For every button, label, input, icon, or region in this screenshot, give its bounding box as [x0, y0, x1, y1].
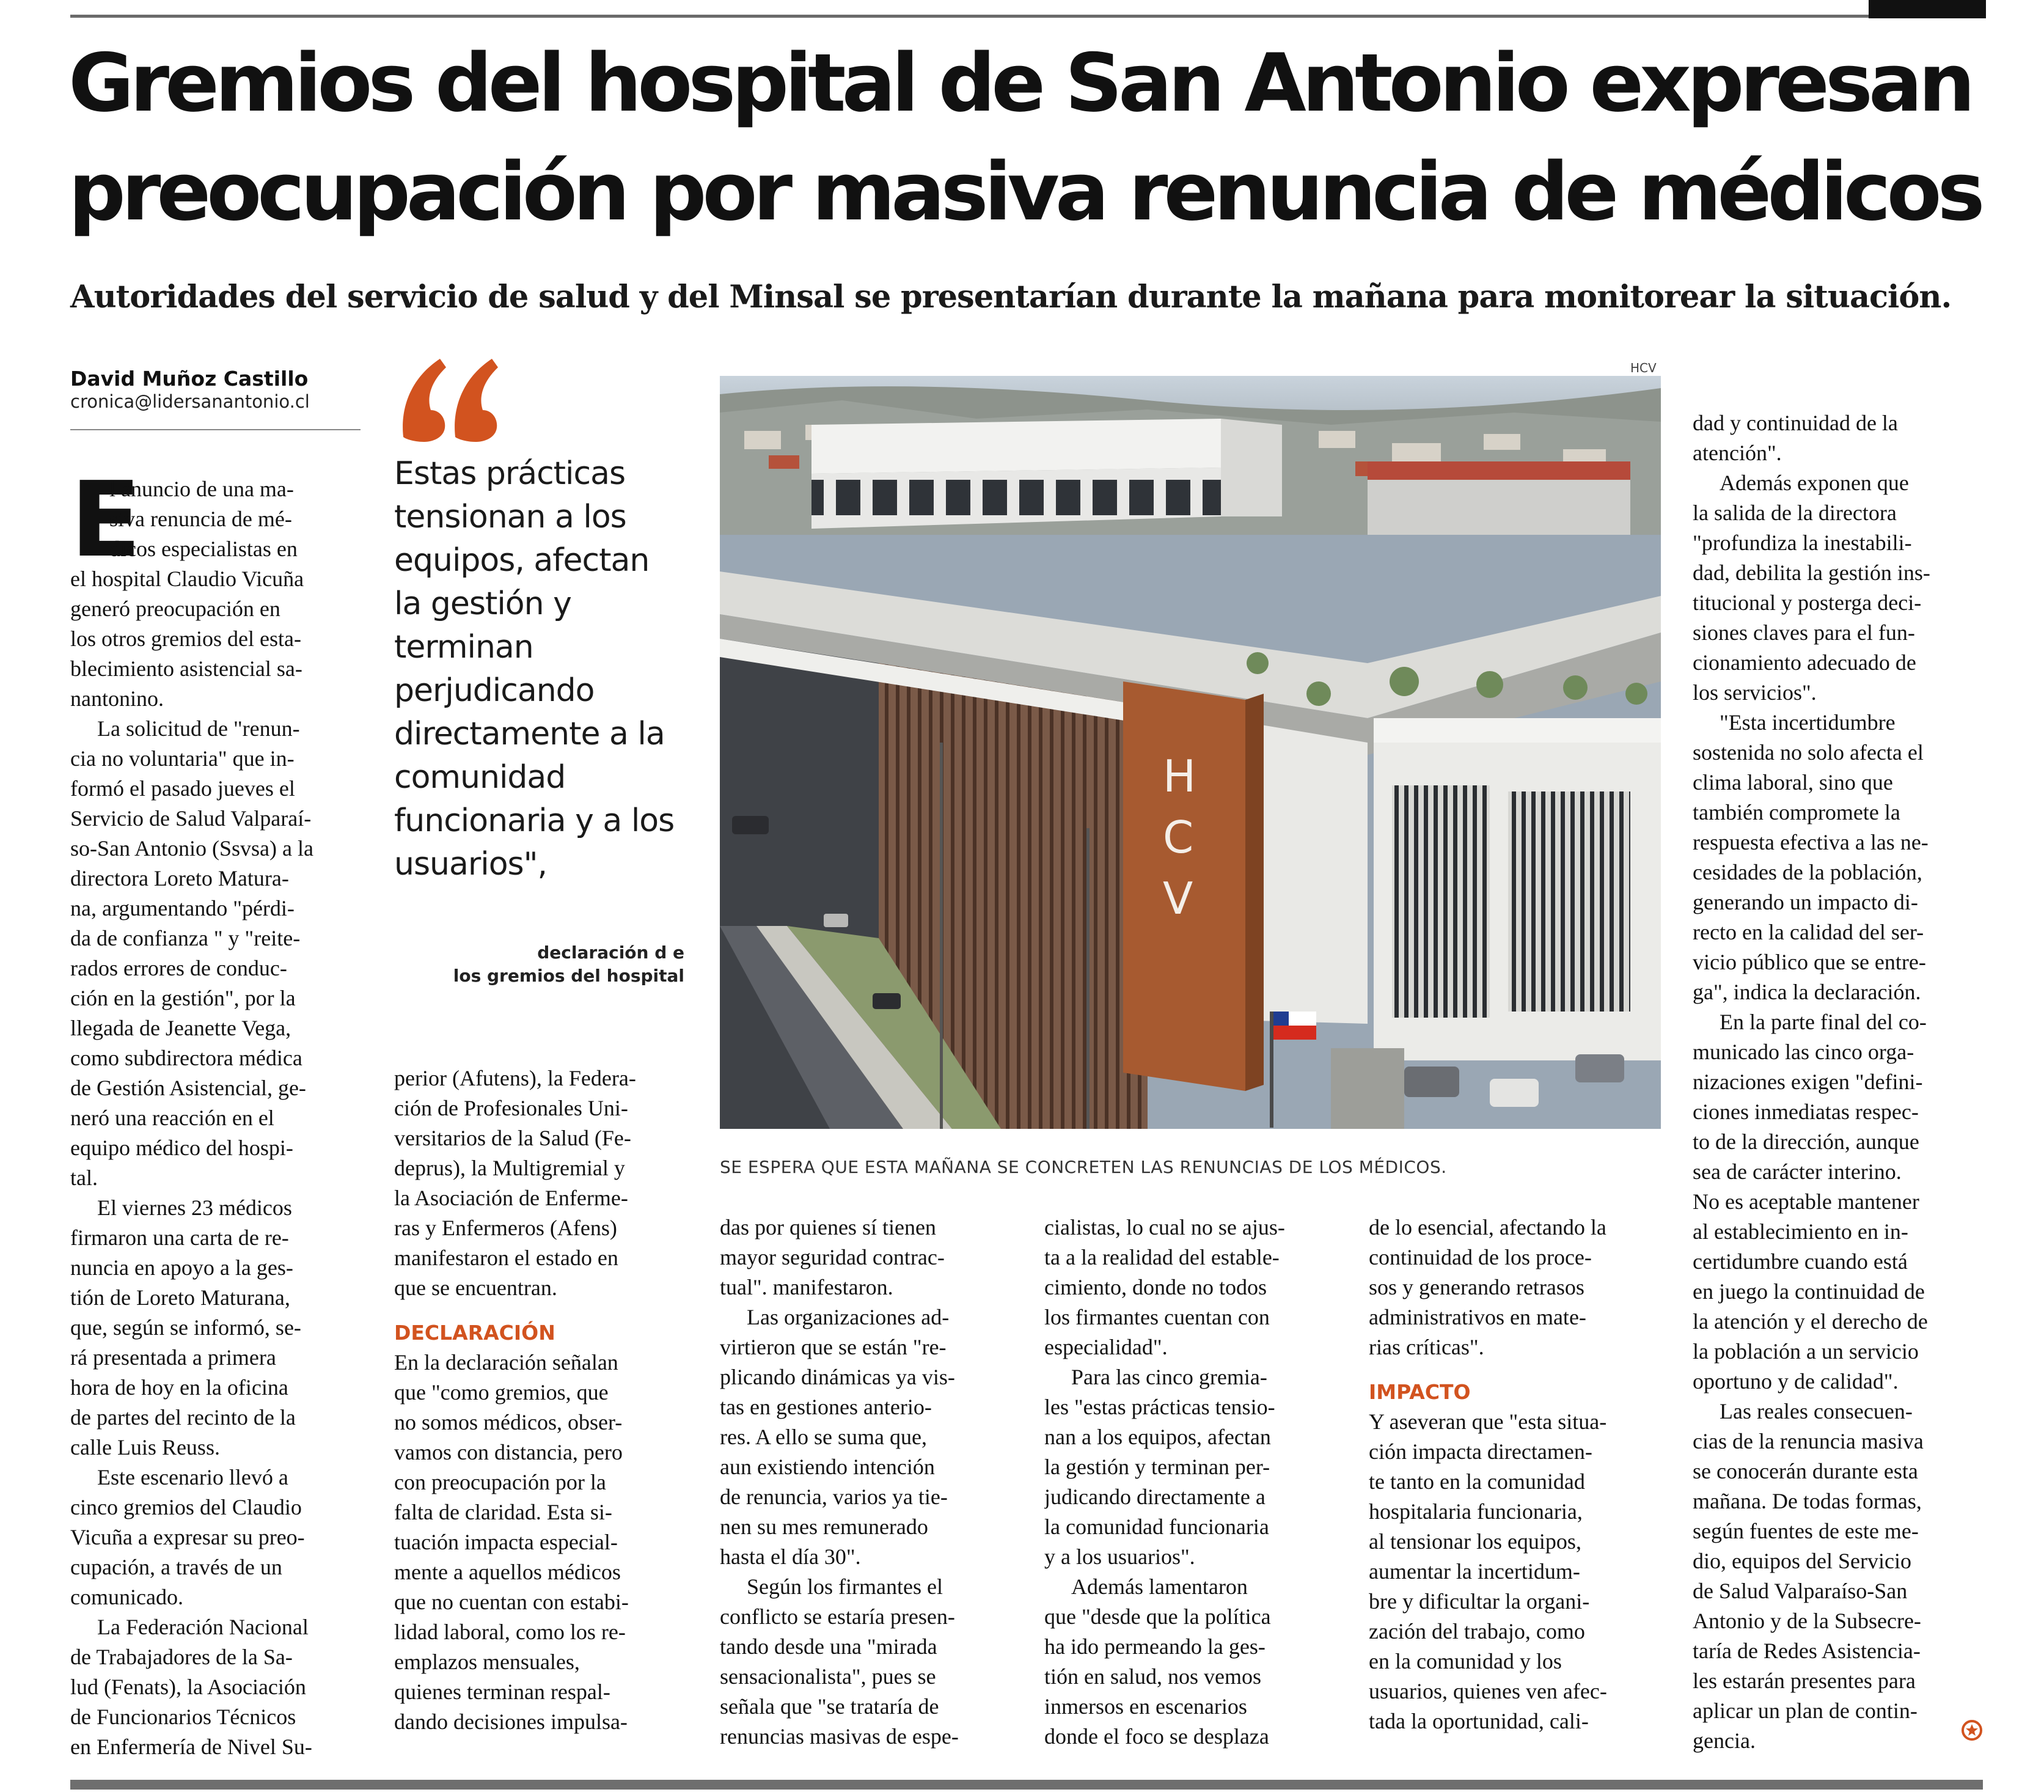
text-line: nen su mes remunerado [720, 1515, 928, 1539]
text-line: respuesta efectiva a las ne- [1693, 830, 1929, 854]
quote-mark-icon [397, 351, 501, 443]
pull-quote-line: tensionan a los [394, 499, 626, 535]
article-column-6 [1693, 408, 1983, 1756]
photo-credit: HCV [1630, 361, 1657, 375]
text-line: la Asociación de Enferme- [394, 1186, 628, 1210]
pull-quote-line: usuarios", [394, 846, 548, 883]
text-line: los firmantes cuentan con [1044, 1305, 1270, 1329]
byline-rule [70, 429, 361, 430]
text-line: directora Loreto Matura- [70, 866, 289, 890]
photo-caption: SE ESPERA QUE ESTA MAÑANA SE CONCRETEN LAS RENUNCIAS DE LOS MÉDICOS. [720, 1157, 1447, 1177]
text-line: de Gestión Asistencial, ge- [70, 1076, 306, 1100]
text-line: ha ido permeando la ges- [1044, 1634, 1266, 1659]
subhead-impacto: IMPACTO [1369, 1380, 1471, 1404]
pull-quote-line: la gestión y [394, 586, 571, 622]
text-line: bre y dificultar la organi- [1369, 1589, 1590, 1614]
text-line: No es aceptable mantener [1693, 1189, 1919, 1214]
text-line: res. A ello se suma que, [720, 1425, 927, 1449]
text-line: zación del trabajo, como [1369, 1619, 1585, 1643]
text-line: como subdirectora médica [70, 1046, 302, 1070]
text-line: los servicios". [1693, 680, 1817, 705]
text-line: comunicado. [70, 1585, 183, 1609]
text-line: dicos especialistas en [109, 537, 298, 561]
text-line: firmaron una carta de re- [70, 1225, 289, 1250]
text-line: quienes terminan respal- [394, 1680, 610, 1704]
text-line: usuarios, quienes ven afec- [1369, 1679, 1607, 1703]
drop-cap: E [70, 460, 142, 581]
text-line: siva renuncia de mé- [109, 507, 292, 531]
text-line: perior (Afutens), la Federa- [394, 1066, 636, 1090]
text-line: administrativos en mate- [1369, 1305, 1586, 1329]
text-line: de renuncia, varios ya tie- [720, 1485, 948, 1509]
text-line: calle Luis Reuss. [70, 1435, 220, 1460]
text-line: La solicitud de "renun- [97, 716, 300, 741]
text-line: Antonio y de la Subsecre- [1693, 1609, 1921, 1633]
text-line: recto en la calidad del ser- [1693, 920, 1924, 944]
text-line: cimiento, donde no todos [1044, 1275, 1267, 1299]
article-column-3 [720, 1213, 1010, 1752]
text-line: manifestaron el estado en [394, 1246, 618, 1270]
text-line: siones claves para el fun- [1693, 620, 1915, 645]
pull-quote [394, 452, 712, 886]
byline-email[interactable]: cronica@lidersanantonio.cl [70, 391, 310, 412]
text-line: tal. [70, 1166, 98, 1190]
text-line: continuidad de los proce- [1369, 1245, 1592, 1269]
text-line: dad, debilita la gestión ins- [1693, 560, 1930, 585]
byline-author: David Muñoz Castillo [70, 367, 309, 391]
text-line: se conocerán durante esta [1693, 1459, 1918, 1483]
text-line: titucional y posterga deci- [1693, 590, 1922, 615]
text-line: cionamiento adecuado de [1693, 650, 1916, 675]
text-line: Este escenario llevó a [97, 1465, 288, 1489]
text-line: no somos médicos, obser- [394, 1410, 623, 1434]
text-line: ta a la realidad del estable- [1044, 1245, 1280, 1269]
text-line: al tensionar los equipos, [1369, 1529, 1581, 1554]
text-line: sea de carácter interino. [1693, 1159, 1902, 1184]
text-line: rias críticas". [1369, 1335, 1484, 1359]
text-line: cupación, a través de un [70, 1555, 282, 1579]
text-line: la población a un servicio [1693, 1339, 1919, 1364]
text-line: virtieron que se están "re- [720, 1335, 947, 1359]
text-line: ción impacta directamen- [1369, 1439, 1592, 1464]
text-line: tada la oportunidad, cali- [1369, 1709, 1589, 1733]
text-line: rados errores de conduc- [70, 956, 287, 980]
text-line: La Federación Nacional [97, 1615, 309, 1639]
hospital-aerial-image [720, 376, 1661, 1129]
text-line: señala que "se trataría de [720, 1694, 939, 1719]
text-line: sos y generando retrasos [1369, 1275, 1584, 1299]
text-line: ras y Enfermeros (Afens) [394, 1216, 617, 1240]
text-line: dad y continuidad de la [1693, 411, 1898, 435]
text-line: tión en salud, nos vemos [1044, 1664, 1261, 1689]
text-line: aun existiendo intención [720, 1455, 935, 1479]
text-line: generando un impacto di- [1693, 890, 1918, 914]
text-line: nizaciones exigen "defini- [1693, 1070, 1923, 1094]
text-line: oportuno y de calidad". [1693, 1369, 1899, 1394]
text-line: les "estas prácticas tensio- [1044, 1395, 1275, 1419]
text-line: judicando directamente a [1044, 1485, 1266, 1509]
pull-quote-line: comunidad [394, 759, 566, 796]
text-line: blecimiento asistencial sa- [70, 656, 302, 681]
text-line: falta de claridad. Esta si- [394, 1500, 612, 1524]
text-line: ción de Profesionales Uni- [394, 1096, 628, 1120]
text-line: Las reales consecuen- [1720, 1399, 1913, 1423]
text-line: en la comunidad y los [1369, 1649, 1562, 1673]
text-line: especialidad". [1044, 1335, 1168, 1359]
text-line: ciones inmediatas respec- [1693, 1100, 1919, 1124]
text-line: sensacionalista", pues se [720, 1664, 936, 1689]
text-line: llegada de Jeanette Vega, [70, 1016, 291, 1040]
text-line: mayor seguridad contrac- [720, 1245, 945, 1269]
text-line: generó preocupación en [70, 597, 280, 621]
text-line: certidumbre cuando está [1693, 1249, 1908, 1274]
text-line: nan a los equipos, afectan [1044, 1425, 1271, 1449]
text-line: Además lamentaron [1071, 1574, 1248, 1599]
text-line: la comunidad funcionaria [1044, 1515, 1269, 1539]
text-line: te tanto en la comunidad [1369, 1469, 1585, 1494]
text-line: renuncias masivas de espe- [720, 1724, 959, 1749]
text-line: cinco gremios del Claudio [70, 1495, 302, 1519]
bottom-rule [70, 1780, 1983, 1790]
text-line: de partes del recinto de la [70, 1405, 296, 1430]
text-line: en Enfermería de Nivel Su- [70, 1735, 312, 1759]
text-line: nantonino. [70, 686, 164, 711]
text-line: to de la dirección, aunque [1693, 1129, 1919, 1154]
text-line: tando desde una "mirada [720, 1634, 937, 1659]
text-line: los otros gremios del esta- [70, 626, 301, 651]
text-line: vicio público que se entre- [1693, 950, 1926, 974]
text-line: lud (Fenats), la Asociación [70, 1675, 306, 1699]
article-column-4 [1044, 1213, 1335, 1752]
text-line: ción en la gestión", por la [70, 986, 296, 1010]
text-line: plicando dinámicas ya vis- [720, 1365, 955, 1389]
text-line: rá presentada a primera [70, 1345, 276, 1370]
pull-quote-line: equipos, afectan [394, 542, 650, 579]
text-line: En la declaración señalan [394, 1350, 618, 1375]
text-line: deprus), la Multigremial y [394, 1156, 625, 1180]
text-line: de Trabajadores de la Sa- [70, 1645, 293, 1669]
text-line: hasta el día 30". [720, 1544, 861, 1569]
text-line: que "como gremios, que [394, 1380, 609, 1405]
text-line: cia no voluntaria" que in- [70, 746, 295, 771]
text-line: hospitalaria funcionaria, [1369, 1499, 1583, 1524]
text-line: taría de Redes Asistencia- [1693, 1639, 1921, 1663]
text-line: la atención y el derecho de [1693, 1309, 1928, 1334]
text-line: al establecimiento en in- [1693, 1219, 1908, 1244]
text-line: tión de Loreto Maturana, [70, 1285, 290, 1310]
text-line: dando decisiones impulsa- [394, 1709, 628, 1734]
deck-subtitle: Autoridades del servicio de salud y del Minsal se presentarían durante la mañana para monitorear la situación. [70, 279, 1952, 315]
text-line: donde el foco se desplaza [1044, 1724, 1269, 1749]
text-line: de lo esencial, afectando la [1369, 1215, 1606, 1239]
text-line: de Salud Valparaíso-San [1693, 1579, 1908, 1603]
text-line: tuación impacta especial- [394, 1530, 618, 1554]
pull-quote-line: perjudicando [394, 672, 595, 709]
text-line: nuncia en apoyo a la ges- [70, 1255, 293, 1280]
text-line: conflicto se estaría presen- [720, 1604, 955, 1629]
headline-line-1: Gremios del hospital de San Antonio expresan [68, 36, 1971, 130]
text-line: vamos con distancia, pero [394, 1440, 623, 1464]
text-line: de Funcionarios Técnicos [70, 1705, 296, 1729]
headline-line-2: preocupación por masiva renuncia de médicos [68, 145, 1981, 238]
text-line: dio, equipos del Servicio [1693, 1549, 1911, 1573]
text-line: sostenida no solo afecta el [1693, 740, 1924, 765]
text-line: también compromete la [1693, 800, 1900, 824]
hospital-photo [720, 376, 1661, 1129]
text-line: mente a aquellos médicos [394, 1560, 621, 1584]
text-line: les estarán presentes para [1693, 1669, 1916, 1693]
text-line: formó el pasado jueves el [70, 776, 295, 801]
text-line: Según los firmantes el [747, 1574, 943, 1599]
text-line: el hospital Claudio Vicuña [70, 567, 304, 591]
text-line: Servicio de Salud Valparaí- [70, 806, 312, 831]
text-line: y a los usuarios". [1044, 1544, 1195, 1569]
text-line: Vicuña a expresar su preo- [70, 1525, 305, 1549]
text-line: emplazos mensuales, [394, 1650, 580, 1674]
text-line: tual". manifestaron. [720, 1275, 893, 1299]
subhead-spacer [394, 1303, 684, 1318]
article-column-5 [1369, 1213, 1659, 1736]
text-line: aumentar la incertidum- [1369, 1559, 1580, 1584]
text-line: El viernes 23 médicos [97, 1195, 292, 1220]
subhead-declaracion: DECLARACIÓN [394, 1321, 555, 1345]
text-line: según fuentes de este me- [1693, 1519, 1919, 1543]
text-line: que no cuentan con estabi- [394, 1590, 629, 1614]
text-line: municado las cinco orga- [1693, 1040, 1914, 1064]
pull-quote-line: Estas prácticas [394, 455, 626, 492]
text-line: aplicar un plan de contin- [1693, 1698, 1918, 1723]
text-line: cesidades de la población, [1693, 860, 1922, 884]
text-line: inmersos en escenarios [1044, 1694, 1247, 1719]
text-line: da de confianza " y "reite- [70, 926, 301, 950]
text-line: Y aseveran que "esta situa- [1369, 1409, 1607, 1434]
text-line: la salida de la directora [1693, 501, 1897, 525]
text-line: Además exponen que [1720, 471, 1909, 495]
text-line: equipo médico del hospi- [70, 1136, 293, 1160]
text-line: l anuncio de una ma- [109, 477, 294, 501]
pull-quote-attribution [379, 941, 684, 988]
text-line: que "desde que la política [1044, 1604, 1271, 1629]
text-line: En la parte final del co- [1720, 1010, 1927, 1034]
text-line: que se encuentran. [394, 1276, 557, 1300]
text-line: con preocupación por la [394, 1470, 606, 1494]
text-line: "profundiza la inestabili- [1693, 531, 1912, 555]
text-line: so-San Antonio (Ssvsa) a la [70, 836, 313, 861]
text-line: ga", indica la declaración. [1693, 980, 1921, 1004]
pull-quote-line: terminan [394, 629, 533, 666]
corner-block [1869, 0, 1986, 18]
pull-quote-line: funcionaria y a los [394, 802, 675, 839]
text-line: mañana. De todas formas, [1693, 1489, 1922, 1513]
text-line: que, según se informó, se- [70, 1315, 301, 1340]
text-line: clima laboral, sino que [1693, 770, 1893, 795]
subhead-spacer [1369, 1362, 1659, 1377]
text-line: na, argumentando "pérdi- [70, 896, 295, 920]
text-line: la gestión y terminan per- [1044, 1455, 1270, 1479]
text-line: en juego la continuidad de [1693, 1279, 1925, 1304]
hcv-sign-letter-1: H [1163, 751, 1196, 802]
text-line: lidad laboral, como los re- [394, 1620, 626, 1644]
text-line: das por quienes sí tienen [720, 1215, 936, 1239]
text-line: Las organizaciones ad- [747, 1305, 950, 1329]
attribution-line: declaración d e [537, 942, 684, 963]
text-line: hora de hoy en la oficina [70, 1375, 288, 1400]
end-of-article-icon [1962, 1720, 1982, 1741]
article-column-1 [70, 460, 361, 1762]
hcv-sign-letter-3: V [1163, 873, 1193, 924]
text-line: cialistas, lo cual no se ajus- [1044, 1215, 1285, 1239]
top-rule [70, 15, 1873, 18]
text-line: tas en gestiones anterio- [720, 1395, 932, 1419]
article-column-2 [394, 1063, 684, 1737]
hcv-sign-letter-2: C [1163, 812, 1194, 863]
text-line: atención". [1693, 441, 1782, 465]
text-line: neró una reacción en el [70, 1106, 274, 1130]
text-line: Para las cinco gremia- [1071, 1365, 1267, 1389]
text-line: cias de la renuncia masiva [1693, 1429, 1924, 1453]
pull-quote-line: directamente a la [394, 716, 665, 752]
text-line: versitarios de la Salud (Fe- [394, 1126, 631, 1150]
attribution-line: los gremios del hospital [453, 966, 684, 986]
text-line: "Esta incertidumbre [1720, 710, 1896, 735]
text-line: gencia. [1693, 1728, 1756, 1753]
